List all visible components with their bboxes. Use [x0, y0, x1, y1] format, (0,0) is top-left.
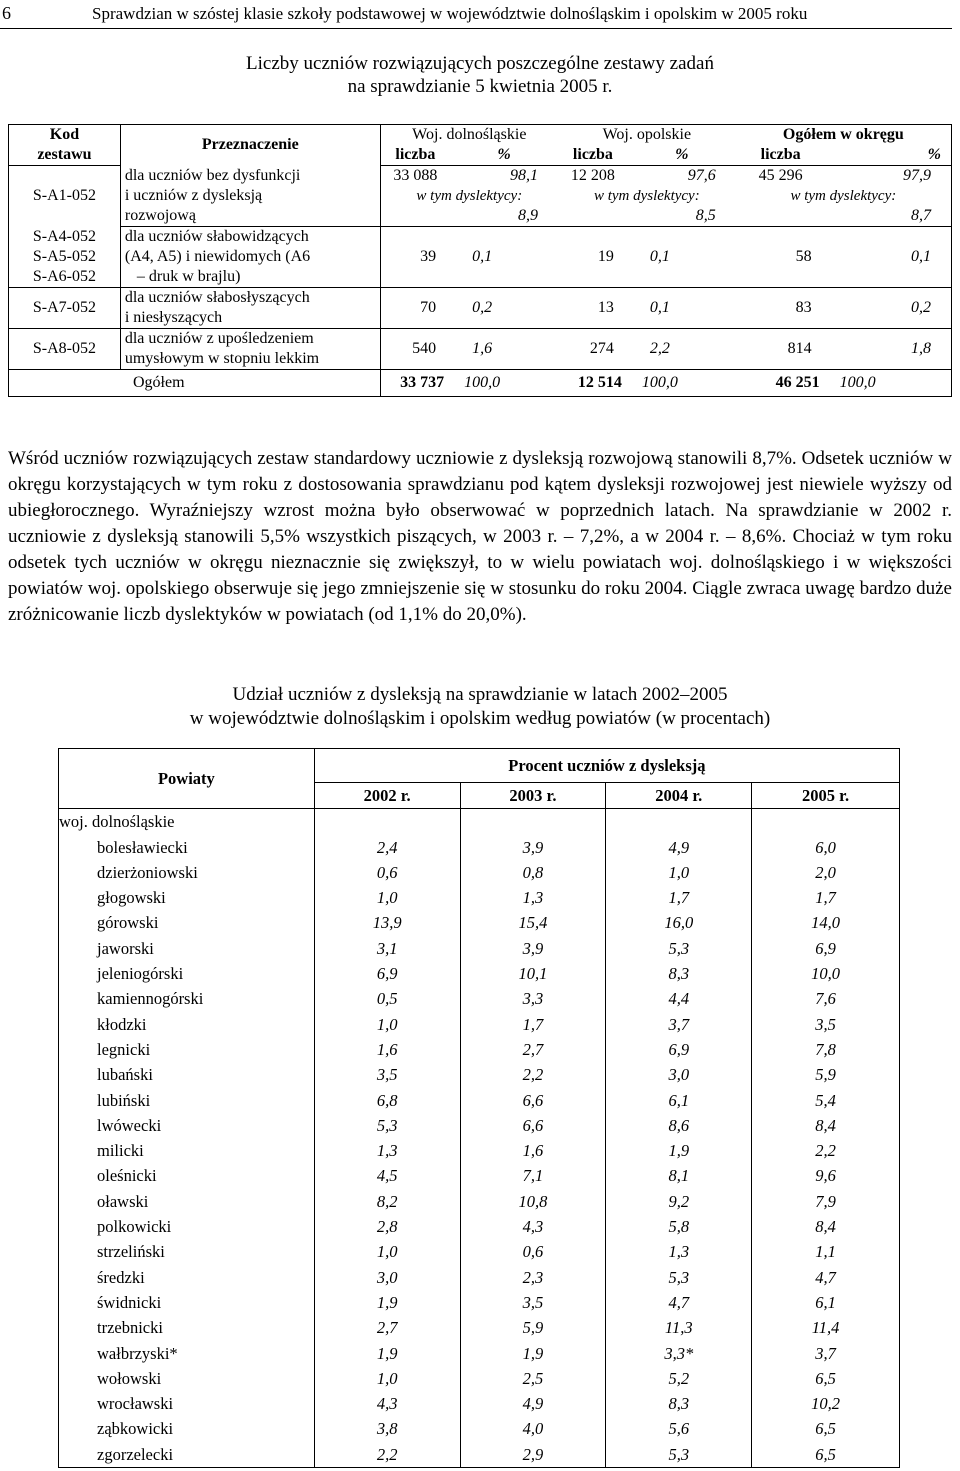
percent-cell: 1,6 — [314, 1037, 460, 1062]
cell-value: 45 296 — [758, 167, 803, 184]
head-woj-dol: Woj. dolnośląskie — [380, 125, 558, 146]
percent-cell: 1,3 — [460, 885, 606, 910]
table-row — [59, 910, 900, 935]
head-powiaty: Powiaty — [59, 749, 315, 809]
powiat-name: górowski — [59, 910, 315, 935]
percent-cell: 8,3 — [606, 961, 752, 986]
powiat-name: ząbkowicki — [59, 1416, 315, 1441]
percent-cell: 4,5 — [314, 1163, 460, 1188]
percent-cell: 2,2 — [314, 1442, 460, 1468]
powiat-name: lubiński — [59, 1088, 315, 1113]
total-value: 33 737 — [380, 370, 450, 397]
cell-value: 12 208 — [570, 167, 615, 184]
percent-cell: 9,2 — [606, 1189, 752, 1214]
percent-cell: 4,4 — [606, 986, 752, 1011]
cell-value: 39 — [380, 227, 450, 288]
row-purpose-line: dla uczniów słabowidzących — [120, 227, 380, 247]
table1-title-line2: na sprawdzianie 5 kwietnia 2005 r. — [347, 76, 613, 97]
powiat-name: świdnicki — [59, 1290, 315, 1315]
powiat-name: bolesławiecki — [59, 835, 315, 860]
head-pct-dol: % — [450, 145, 558, 166]
percent-cell: 3,0 — [314, 1265, 460, 1290]
percent-cell: 6,6 — [460, 1113, 606, 1138]
powiat-name: kłodzki — [59, 1012, 315, 1037]
row-purpose-line: dla uczniów z upośledzeniem — [120, 329, 380, 350]
row-purpose-line: i uczniów z dysleksją — [120, 186, 380, 206]
row-purpose-line: i niesłyszących — [120, 308, 380, 329]
powiat-name: lubański — [59, 1062, 315, 1087]
percent-cell: 7,9 — [752, 1189, 900, 1214]
percent-cell: 1,0 — [314, 1366, 460, 1391]
table-row — [59, 1163, 900, 1188]
cell-pct: 8,7 — [826, 206, 952, 227]
table1-title-line1: Liczby uczniów rozwiązujących poszczególne zestawy zadań — [246, 53, 714, 74]
percent-cell: 1,9 — [314, 1341, 460, 1366]
percent-cell: 1,7 — [606, 885, 752, 910]
percent-cell: 0,5 — [314, 986, 460, 1011]
percent-cell: 4,3 — [314, 1391, 460, 1416]
table-row — [59, 1088, 900, 1113]
percent-cell: 1,3 — [314, 1138, 460, 1163]
table-row — [59, 936, 900, 961]
percent-cell: 0,6 — [460, 1239, 606, 1264]
percent-cell: 3,5 — [460, 1290, 606, 1315]
total-label: Ogółem — [9, 370, 381, 397]
percent-cell: 5,3 — [606, 1442, 752, 1468]
cell-value: 19 — [558, 227, 628, 288]
row-purpose-line: rozwojową — [120, 206, 380, 227]
percent-cell: 8,4 — [752, 1113, 900, 1138]
powiat-name: trzebnicki — [59, 1315, 315, 1340]
percent-cell: 13,9 — [314, 910, 460, 935]
table-row — [59, 1012, 900, 1037]
percent-cell: 15,4 — [460, 910, 606, 935]
percent-cell: 5,9 — [460, 1315, 606, 1340]
dyslexia-label: w tym dyslektycy: — [416, 188, 523, 204]
percent-cell: 2,8 — [314, 1214, 460, 1239]
head-ogolem: Ogółem w okręgu — [736, 125, 952, 146]
percent-cell: 3,9 — [460, 936, 606, 961]
percent-cell: 8,6 — [606, 1113, 752, 1138]
percent-cell: 2,2 — [460, 1062, 606, 1087]
percent-cell: 5,3 — [606, 1265, 752, 1290]
percent-cell: 11,3 — [606, 1315, 752, 1340]
page-header — [0, 0, 952, 29]
powiat-name: oleśnicki — [59, 1163, 315, 1188]
cell-pct: 97,6 — [687, 167, 716, 184]
percent-cell: 3,0 — [606, 1062, 752, 1087]
table-row — [59, 885, 900, 910]
table-row — [59, 986, 900, 1011]
powiat-name: lwówecki — [59, 1113, 315, 1138]
percent-cell: 0,6 — [314, 860, 460, 885]
table-row — [59, 1239, 900, 1264]
cell-pct: 98,1 — [509, 167, 538, 184]
percent-cell: 1,1 — [752, 1239, 900, 1264]
cell-pct: 0,1 — [450, 227, 558, 288]
cell-value: 13 — [558, 288, 628, 329]
table-row — [59, 1366, 900, 1391]
row-code: S-A1-052 — [9, 166, 121, 227]
percent-cell: 3,8 — [314, 1416, 460, 1441]
table-row — [59, 835, 900, 860]
cell-value: 540 — [380, 329, 450, 370]
cell-value: 33 088 — [393, 167, 438, 184]
percent-cell: 5,2 — [606, 1366, 752, 1391]
table-row — [59, 1341, 900, 1366]
powiat-name: kamiennogórski — [59, 986, 315, 1011]
table-row — [59, 1315, 900, 1340]
cell-value: 70 — [380, 288, 450, 329]
powiat-name: milicki — [59, 1138, 315, 1163]
percent-cell: 3,3* — [606, 1341, 752, 1366]
percent-cell: 4,7 — [752, 1265, 900, 1290]
head-woj-opo: Woj. opolskie — [558, 125, 736, 146]
head-kod: Kod — [9, 125, 121, 146]
year-header: 2003 r. — [460, 783, 606, 809]
percent-cell: 8,3 — [606, 1391, 752, 1416]
cell-pct: 1,8 — [826, 329, 952, 370]
cell-pct: 0,2 — [450, 288, 558, 329]
total-value: 46 251 — [736, 370, 826, 397]
percent-cell: 8,2 — [314, 1189, 460, 1214]
percent-cell: 2,5 — [460, 1366, 606, 1391]
cell-value: 274 — [558, 329, 628, 370]
table2-title-line1: Udział uczniów z dysleksją na sprawdzianie w latach 2002–2005 — [232, 684, 728, 705]
percent-cell: 3,9 — [460, 835, 606, 860]
year-header: 2005 r. — [752, 783, 900, 809]
powiat-name: wołowski — [59, 1366, 315, 1391]
region-label: woj. dolnośląskie — [59, 809, 315, 835]
percent-cell: 2,4 — [314, 835, 460, 860]
percent-cell: 9,6 — [752, 1163, 900, 1188]
total-pct: 100,0 — [450, 370, 558, 397]
cell-pct: 0,1 — [628, 227, 736, 288]
percent-cell: 2,3 — [460, 1265, 606, 1290]
cell-value: 58 — [736, 227, 826, 288]
running-title: Sprawdzian w szóstej klasie szkoły podstawowej w województwie dolnośląskim i opolskim w 2005 roku — [92, 4, 808, 23]
percent-cell: 4,9 — [460, 1391, 606, 1416]
table-row — [59, 1265, 900, 1290]
table-row — [59, 1442, 900, 1468]
table-row — [59, 1214, 900, 1239]
cell-pct: 0,1 — [826, 227, 952, 288]
cell-value: 814 — [736, 329, 826, 370]
percent-cell: 11,4 — [752, 1315, 900, 1340]
row-purpose-line: – druk w brajlu) — [120, 267, 380, 288]
cell-pct: 2,2 — [628, 329, 736, 370]
percent-cell: 6,5 — [752, 1416, 900, 1441]
table-row — [59, 860, 900, 885]
row-code: S-A8-052 — [9, 329, 121, 370]
head-liczba-ogol: liczba — [736, 145, 826, 166]
head-zestawu: zestawu — [9, 145, 121, 166]
percent-cell: 3,5 — [752, 1012, 900, 1037]
powiat-name: strzeliński — [59, 1239, 315, 1264]
percent-cell: 10,1 — [460, 961, 606, 986]
percent-cell: 4,0 — [460, 1416, 606, 1441]
percent-cell: 5,4 — [752, 1088, 900, 1113]
cell-pct: 0,1 — [628, 288, 736, 329]
percent-cell: 7,6 — [752, 986, 900, 1011]
cell-pct: 0,2 — [826, 288, 952, 329]
table-row — [59, 1062, 900, 1087]
percent-cell: 2,7 — [314, 1315, 460, 1340]
percent-cell: 5,3 — [606, 936, 752, 961]
powiat-name: wałbrzyski* — [59, 1341, 315, 1366]
row-purpose-line: umysłowym w stopniu lekkim — [120, 349, 380, 370]
percent-cell: 7,8 — [752, 1037, 900, 1062]
powiat-name: polkowicki — [59, 1214, 315, 1239]
percent-cell: 10,0 — [752, 961, 900, 986]
percent-cell: 5,3 — [314, 1113, 460, 1138]
percent-cell: 2,9 — [460, 1442, 606, 1468]
percent-cell: 2,0 — [752, 860, 900, 885]
powiat-name: zgorzelecki — [59, 1442, 315, 1468]
percent-cell: 1,7 — [460, 1012, 606, 1037]
percent-cell: 1,0 — [314, 1012, 460, 1037]
head-pct-ogol: % — [826, 145, 952, 166]
row-code: S-A5-052 — [9, 247, 121, 267]
row-purpose-line: (A4, A5) i niewidomych (A6 — [120, 247, 380, 267]
head-procent: Procent uczniów z dysleksją — [314, 749, 899, 783]
table-row — [59, 1416, 900, 1441]
table-row — [59, 1138, 900, 1163]
year-header: 2004 r. — [606, 783, 752, 809]
percent-cell: 3,5 — [314, 1062, 460, 1087]
powiat-name: jaworski — [59, 936, 315, 961]
percent-cell: 3,3 — [460, 986, 606, 1011]
page-number: 6 — [2, 3, 11, 23]
table-row — [59, 961, 900, 986]
dyslexia-table — [58, 748, 900, 1468]
total-pct: 100,0 — [628, 370, 736, 397]
head-pct-opo: % — [628, 145, 736, 166]
percent-cell: 1,9 — [606, 1138, 752, 1163]
powiat-name: wrocławski — [59, 1391, 315, 1416]
row-code: S-A4-052 — [9, 227, 121, 247]
row-purpose-line: dla uczniów bez dysfunkcji — [120, 166, 380, 187]
powiat-name: jeleniogórski — [59, 961, 315, 986]
percent-cell: 1,7 — [752, 885, 900, 910]
dyslexia-label: w tym dyslektycy: — [736, 186, 952, 206]
percent-cell: 3,1 — [314, 936, 460, 961]
row-code: S-A7-052 — [9, 288, 121, 329]
percent-cell: 6,9 — [314, 961, 460, 986]
percent-cell: 1,9 — [460, 1341, 606, 1366]
percent-cell: 6,9 — [606, 1037, 752, 1062]
dyslexia-label: w tym dyslektycy: — [593, 188, 700, 204]
percent-cell: 4,7 — [606, 1290, 752, 1315]
powiat-name: legnicki — [59, 1037, 315, 1062]
percent-cell: 5,8 — [606, 1214, 752, 1239]
table-row — [59, 1113, 900, 1138]
head-liczba-opo: liczba — [558, 145, 628, 166]
percent-cell: 8,4 — [752, 1214, 900, 1239]
percent-cell: 3,7 — [606, 1012, 752, 1037]
percent-cell: 6,0 — [752, 835, 900, 860]
percent-cell: 16,0 — [606, 910, 752, 935]
percent-cell: 2,7 — [460, 1037, 606, 1062]
head-liczba-dol: liczba — [380, 145, 450, 166]
percent-cell: 6,5 — [752, 1366, 900, 1391]
total-value: 12 514 — [558, 370, 628, 397]
percent-cell: 7,1 — [460, 1163, 606, 1188]
head-przeznaczenie: Przeznaczenie — [120, 125, 380, 166]
percent-cell: 1,3 — [606, 1239, 752, 1264]
percent-cell: 3,7 — [752, 1341, 900, 1366]
powiat-name: dzierżoniowski — [59, 860, 315, 885]
percent-cell: 1,0 — [606, 860, 752, 885]
percent-cell: 5,6 — [606, 1416, 752, 1441]
cell-pct: 8,9 — [450, 206, 558, 227]
percent-cell: 4,3 — [460, 1214, 606, 1239]
percent-cell: 6,9 — [752, 936, 900, 961]
percent-cell: 10,2 — [752, 1391, 900, 1416]
percent-cell: 14,0 — [752, 910, 900, 935]
percent-cell: 6,1 — [606, 1088, 752, 1113]
table-row — [59, 1290, 900, 1315]
percent-cell: 1,9 — [314, 1290, 460, 1315]
percent-cell: 6,1 — [752, 1290, 900, 1315]
percent-cell: 1,0 — [314, 1239, 460, 1264]
cell-pct: 1,6 — [450, 329, 558, 370]
row-code: S-A6-052 — [9, 267, 121, 288]
percent-cell: 2,2 — [752, 1138, 900, 1163]
total-pct: 100,0 — [826, 370, 952, 397]
powiat-name: głogowski — [59, 885, 315, 910]
cell-pct: 8,5 — [628, 206, 736, 227]
percent-cell: 8,1 — [606, 1163, 752, 1188]
cell-value: 83 — [736, 288, 826, 329]
table-row — [59, 1189, 900, 1214]
percent-cell: 0,8 — [460, 860, 606, 885]
table2-title-line2: w województwie dolnośląskim i opolskim według powiatów (w procentach) — [189, 708, 771, 729]
powiat-name: oławski — [59, 1189, 315, 1214]
year-header: 2002 r. — [314, 783, 460, 809]
percent-cell: 6,8 — [314, 1088, 460, 1113]
percent-cell: 4,9 — [606, 835, 752, 860]
percent-cell: 1,0 — [314, 885, 460, 910]
sets-table — [8, 124, 952, 397]
table-row — [59, 1391, 900, 1416]
percent-cell: 1,6 — [460, 1138, 606, 1163]
powiat-name: średzki — [59, 1265, 315, 1290]
table-row — [59, 1037, 900, 1062]
percent-cell: 6,6 — [460, 1088, 606, 1113]
cell-pct: 97,9 — [826, 166, 952, 187]
body-paragraph — [8, 446, 952, 628]
percent-cell: 6,5 — [752, 1442, 900, 1468]
percent-cell: 5,9 — [752, 1062, 900, 1087]
paragraph-text: Wśród uczniów rozwiązujących zestaw standardowy uczniowie z dysleksją rozwojową stanowili 8,7%. Odsetek uczniów w okręgu korzystających w tym roku z dostosowania sprawdzianu pod kątem dysleksji rozwojowej jest niewiele wyższy od ubiegłorocznego. Wyraźniejszy wzrost można było obserwować w poprzednich latach. Na sprawdzianie w 2002 r. uczniowie z dysleksją stanowili 5,5% wszystkich piszących, w 2003 r. – 7,2%, a w 2004 r. – 8,6%. Chociaż w tym roku odsetek tych uczniów w okręgu nieznacznie się zwiększył, to w wielu powiatach woj. dolnośląskiego i w większości powiatów woj. opolskiego obserwuje się jego zmniejszenie się w stosunku do roku 2004. Ciągle zwraca uwagę bardzo duże zróżnicowanie liczb dyslektyków w powiatach (od 1,1% do 20,0%). — [8, 448, 952, 625]
row-purpose-line: dla uczniów słabosłyszących — [120, 288, 380, 309]
percent-cell: 10,8 — [460, 1189, 606, 1214]
